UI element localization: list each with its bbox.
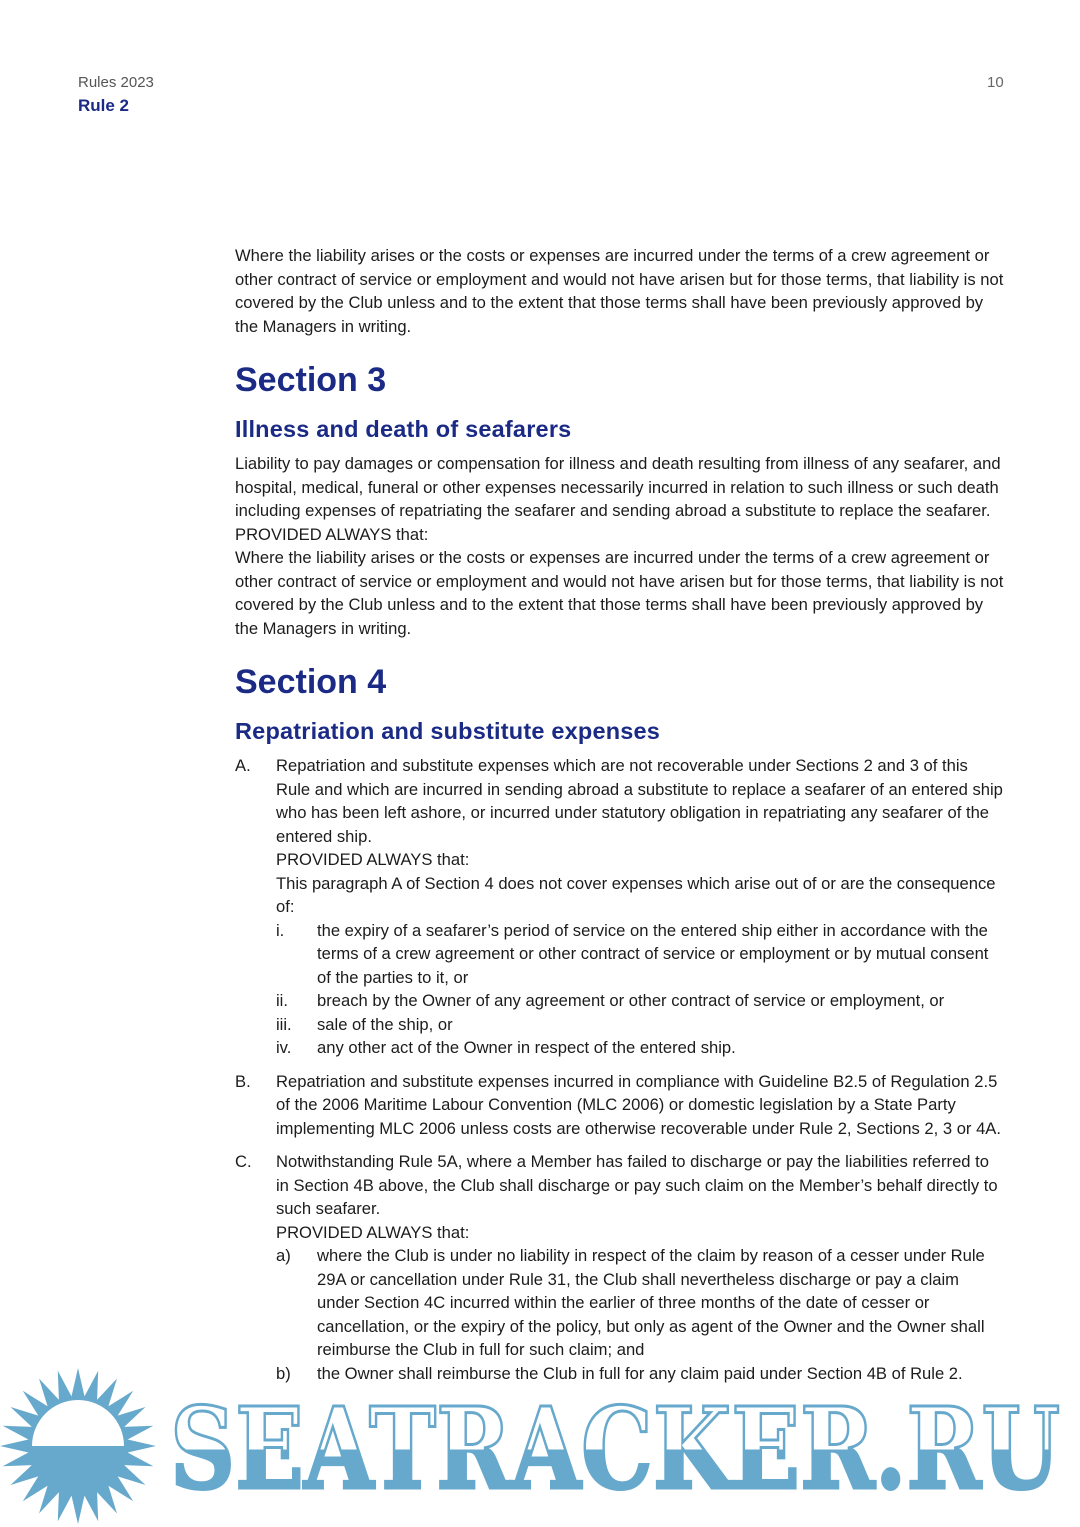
list-label: ii. bbox=[276, 991, 288, 1010]
paragraph: Repatriation and substitute expenses incurred in compliance with Guideline B2.5 of Regulation 2.5 of the 2006 Maritime Labour Convention (MLC 2006) or domestic legislation by a State Party implementing MLC 2006 unless costs are otherwise recoverable under Rule 2, Sections 2, 3 or 4A. bbox=[276, 1071, 1001, 1138]
paragraph: This paragraph A of Section 4 does not cover expenses which arise out of or are the consequence of: bbox=[276, 873, 996, 916]
watermark-text: SEATRACKER.RU bbox=[170, 1384, 1060, 1515]
list-text: the Owner shall reimburse the Club in full for any claim paid under Section 4B of Rule 2. bbox=[317, 1363, 963, 1383]
proviso: PROVIDED ALWAYS that: bbox=[276, 850, 470, 869]
section-3-heading: Section 3 bbox=[235, 361, 387, 399]
list-label: a) bbox=[276, 1246, 291, 1265]
page-number: 10 bbox=[987, 74, 1004, 91]
list-item-b bbox=[235, 1070, 1005, 1141]
paragraph: Repatriation and substitute expenses which are not recoverable under Sections 2 and 3 of this Rule and which are incurred in sending abroad a substitute to replace a seafarer of an entered ship who has been left ashore, or incurred under statutory obligation in repatriating any seafarer of the entered ship. bbox=[276, 756, 1003, 846]
list-label: iv. bbox=[276, 1038, 292, 1057]
list-label: b) bbox=[276, 1363, 291, 1383]
list-label: B. bbox=[235, 1071, 251, 1091]
document-title: Rules 2023 bbox=[78, 74, 154, 91]
rule-title: Rule 2 bbox=[78, 96, 130, 115]
list-text: the expiry of a seafarer’s period of service on the entered ship either in accordance with the terms of a crew agreement or other contract of service or employment or by mutual consent of the parties to it, or bbox=[317, 920, 989, 987]
list-text: any other act of the Owner in respect of the entered ship. bbox=[317, 1038, 736, 1057]
page-content bbox=[235, 244, 1005, 1395]
intro-paragraph: Where the liability arises or the costs or expenses are incurred under the terms of a crew agreement or other contract of service or employment and would not have arisen but for those terms, that liability is not covered by the Club unless and to the extent that those terms shall have been previously approved by the Managers in writing. bbox=[235, 246, 1004, 336]
list-item-a bbox=[235, 754, 1005, 1060]
sub-list-item bbox=[276, 1362, 1005, 1386]
paragraph: Liability to pay damages or compensation for illness and death resulting from illness of any seafarer, and hospital, medical, funeral or other expenses necessarily incurred in relation to such illness or such death including expenses of repatriating the seafarer and sending abroad a substitute to replace the seafarer. bbox=[235, 454, 1001, 520]
list-label: i. bbox=[276, 920, 285, 940]
list-text: breach by the Owner of any agreement or other contract of service or employment, or bbox=[317, 991, 945, 1010]
list-label: A. bbox=[235, 756, 251, 775]
proviso: PROVIDED ALWAYS that: bbox=[276, 1222, 470, 1242]
sub-list-item bbox=[276, 1036, 1005, 1060]
section-4-subheading: Repatriation and substitute expenses bbox=[235, 718, 661, 744]
section-4-heading: Section 4 bbox=[235, 663, 387, 701]
sub-list-item bbox=[276, 1013, 1005, 1037]
sun-icon bbox=[0, 1368, 156, 1524]
sub-list-item bbox=[276, 1244, 1005, 1362]
sub-list-item bbox=[276, 919, 1005, 990]
paragraph: Where the liability arises or the costs or expenses are incurred under the terms of a crew agreement or other contract of service or employment and would not have arisen but for those terms, that liability is not covered by the Club unless and to the extent that those terms shall have been previously approved by the Managers in writing. bbox=[235, 548, 1004, 638]
sub-list-item bbox=[276, 989, 1005, 1013]
paragraph: Notwithstanding Rule 5A, where a Member has failed to discharge or pay the liabilities referred to in Section 4B above, the Club shall discharge or pay such claim on the Member’s behalf directly to such seafarer. bbox=[276, 1152, 998, 1218]
list-text: where the Club is under no liability in respect of the claim by reason of a cesser under Rule 29A or cancellation under Rule 31, the Club shall nevertheless discharge or pay a claim under Section 4C incurred within the earlier of three months of the date of cesser or cancellation, or the expiry of the policy, but only as agent of the Owner and the Owner shall reimburse the Club in full for such claim; and bbox=[317, 1246, 985, 1359]
list-label: C. bbox=[235, 1152, 252, 1171]
list-text: sale of the ship, or bbox=[317, 1014, 453, 1034]
proviso: PROVIDED ALWAYS that: bbox=[235, 524, 429, 544]
list-item-c bbox=[235, 1150, 1005, 1385]
list-label: iii. bbox=[276, 1014, 292, 1034]
section-3-subheading: Illness and death of seafarers bbox=[235, 416, 572, 442]
